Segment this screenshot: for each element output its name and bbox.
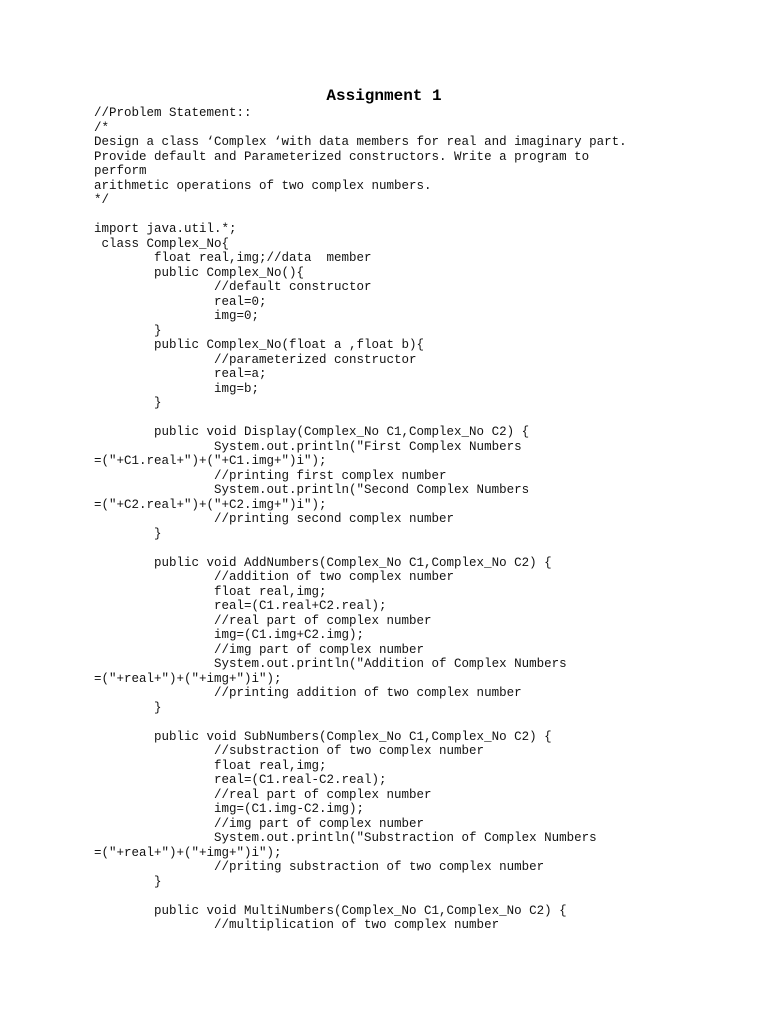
code-listing: //Problem Statement:: /* Design a class ‘Complex ‘with data members for real and imaginary part. Provide default and Parameterized constructors. Write a program to perform arithmetic operations of two complex numbers. */ import java.util.*; class Complex_No{ float real,img;//data member public Complex_No(){ //default constructor real=0; img=0; } public Complex_No(float a ,float b){ //parameterized constructor real=a; img=b; } public void Display(Complex_No C1,Complex_No C2) { System.out.println("First Complex Numbers =("+C1.real+")+("+C1.img+")i"); //printing first complex number System.out.println("Second Complex Numbers =("+C2.real+")+("+C2.img+")i"); //printing second complex number } public void AddNumbers(Complex_No C1,Complex_No C2) { //addition of two complex number float real,img; real=(C1.real+C2.real); //real part of complex number img=(C1.img+C2.img); //img part of complex number System.out.println("Addition of Complex Numbers =("+real+")+("+img+")i"); //printing addition of two complex number } public void SubNumbers(Complex_No C1,Complex_No C2) { //substraction of two complex number float real,img; real=(C1.real-C2.real); //real part of complex number img=(C1.img-C2.img); //img part of complex number System.out.println("Substraction of Complex Numbers =("+real+")+("+img+")i"); //priting substraction of two complex number } public void MultiNumbers(Complex_No C1,Complex_No C2) { //multiplication of two complex number [94, 106, 627, 932]
document-title: Assignment 1 [326, 87, 442, 105]
